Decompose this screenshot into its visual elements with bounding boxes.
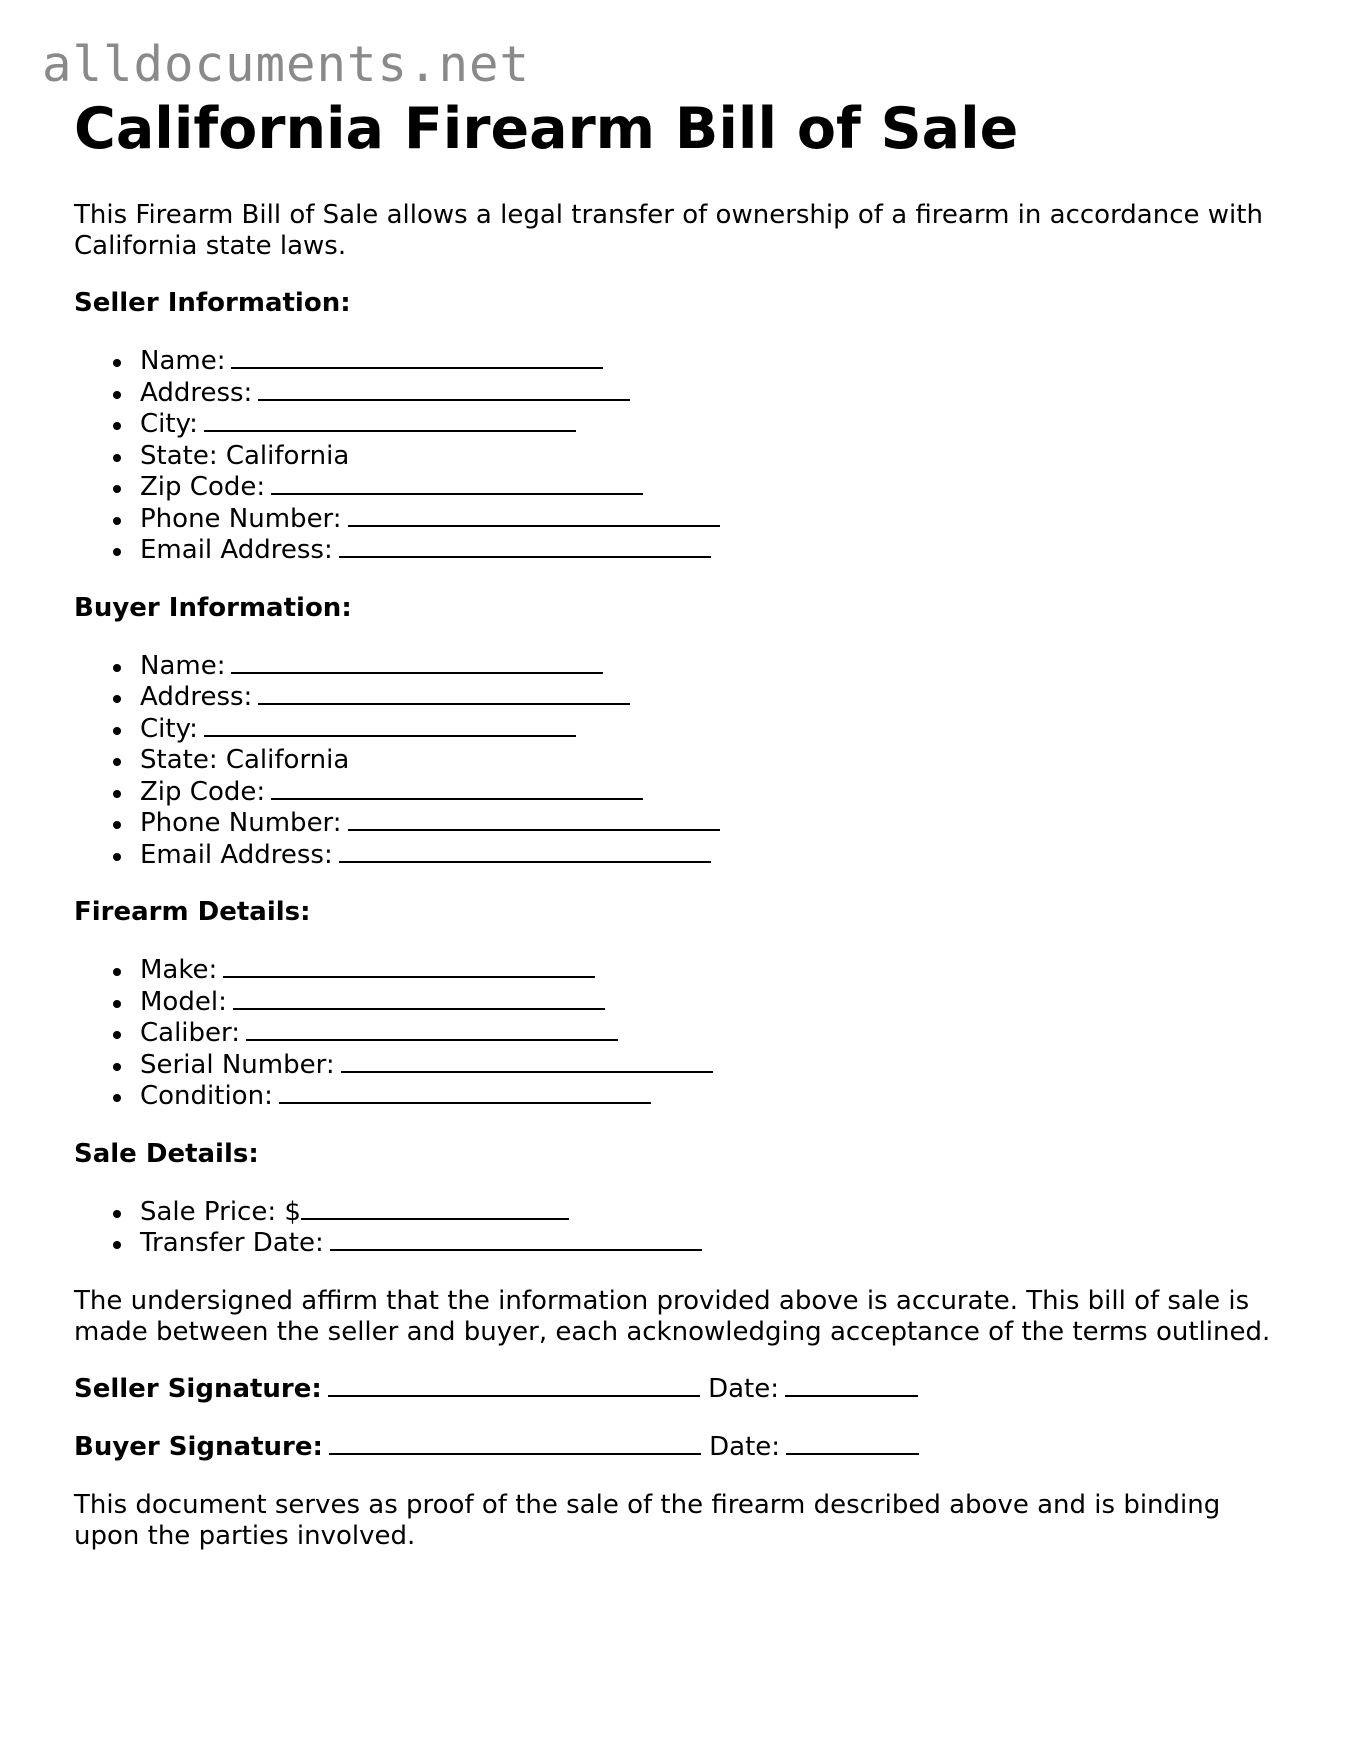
buyer-signature-label: Buyer Signature: xyxy=(74,1431,323,1462)
sale-fields xyxy=(74,1197,1284,1260)
firearm-make-blank[interactable] xyxy=(223,956,595,978)
buyer-zip-blank[interactable] xyxy=(271,778,643,800)
buyer-date-blank[interactable] xyxy=(786,1433,919,1455)
buyer-signature-line xyxy=(74,1432,1284,1463)
buyer-state-field: State: California xyxy=(140,745,1284,777)
firearm-serial-field[interactable]: Serial Number: xyxy=(140,1050,1284,1082)
seller-name-field[interactable]: Name: xyxy=(140,346,1284,378)
firearm-make-field[interactable]: Make: xyxy=(140,955,1284,987)
buyer-email-field[interactable]: Email Address: xyxy=(140,840,1284,872)
seller-zip-blank[interactable] xyxy=(271,473,643,495)
seller-city-blank[interactable] xyxy=(204,410,576,432)
buyer-address-field[interactable]: Address: xyxy=(140,682,1284,714)
buyer-section-heading: Buyer Information: xyxy=(74,592,352,623)
firearm-section-heading: Firearm Details: xyxy=(74,897,311,927)
firearm-fields xyxy=(74,955,1284,1113)
seller-date-blank[interactable] xyxy=(785,1375,918,1397)
firearm-model-field[interactable]: Model: xyxy=(140,987,1284,1019)
buyer-phone-field[interactable]: Phone Number: xyxy=(140,808,1284,840)
buyer-address-blank[interactable] xyxy=(258,683,630,705)
watermark: alldocuments.net xyxy=(42,36,531,93)
transfer-date-field[interactable]: Transfer Date: xyxy=(140,1228,1284,1260)
buyer-zip-field[interactable]: Zip Code: xyxy=(140,777,1284,809)
buyer-date-label: Date: xyxy=(709,1431,781,1462)
seller-address-blank[interactable] xyxy=(258,379,630,401)
seller-section-heading: Seller Information: xyxy=(74,288,351,318)
buyer-email-blank[interactable] xyxy=(339,841,711,863)
seller-email-blank[interactable] xyxy=(339,536,711,558)
firearm-model-blank[interactable] xyxy=(233,988,605,1010)
buyer-city-blank[interactable] xyxy=(204,715,576,737)
affirmation-paragraph: The undersigned affirm that the information provided above is accurate. This bill of sale is made between the seller and buyer, each acknowledging acceptance of the terms outlined. xyxy=(74,1285,1271,1347)
seller-signature-line xyxy=(74,1374,1284,1405)
sale-price-field[interactable]: Sale Price: $ xyxy=(140,1197,1284,1229)
sale-section-heading: Sale Details: xyxy=(74,1138,259,1169)
buyer-phone-blank[interactable] xyxy=(348,809,720,831)
firearm-serial-blank[interactable] xyxy=(341,1051,713,1073)
document-body xyxy=(74,96,1284,1578)
seller-address-field[interactable]: Address: xyxy=(140,378,1284,410)
seller-phone-blank[interactable] xyxy=(348,505,720,527)
buyer-signature-blank[interactable] xyxy=(329,1433,701,1455)
seller-phone-field[interactable]: Phone Number: xyxy=(140,504,1284,536)
seller-city-field[interactable]: City: xyxy=(140,409,1284,441)
intro-paragraph: This Firearm Bill of Sale allows a legal transfer of ownership of a firearm in accordance with California state laws. xyxy=(74,200,1263,261)
closing-paragraph: This document serves as proof of the sale of the firearm described above and is binding upon the parties involved. xyxy=(74,1489,1221,1551)
transfer-date-blank[interactable] xyxy=(330,1229,702,1251)
seller-zip-field[interactable]: Zip Code: xyxy=(140,472,1284,504)
seller-email-field[interactable]: Email Address: xyxy=(140,535,1284,567)
seller-name-blank[interactable] xyxy=(231,347,603,369)
buyer-name-field[interactable]: Name: xyxy=(140,651,1284,683)
buyer-name-blank[interactable] xyxy=(231,652,603,674)
buyer-fields xyxy=(74,651,1284,872)
seller-fields xyxy=(74,346,1284,567)
firearm-condition-blank[interactable] xyxy=(279,1082,651,1104)
seller-signature-blank[interactable] xyxy=(328,1375,700,1397)
page-title: California Firearm Bill of Sale xyxy=(74,96,1019,162)
seller-date-label: Date: xyxy=(708,1373,779,1404)
buyer-city-field[interactable]: City: xyxy=(140,714,1284,746)
firearm-condition-field[interactable]: Condition: xyxy=(140,1081,1284,1113)
seller-state-field: State: California xyxy=(140,441,1284,473)
firearm-caliber-blank[interactable] xyxy=(246,1019,618,1041)
sale-price-blank[interactable] xyxy=(301,1198,569,1220)
seller-signature-label: Seller Signature: xyxy=(74,1373,322,1404)
firearm-caliber-field[interactable]: Caliber: xyxy=(140,1018,1284,1050)
